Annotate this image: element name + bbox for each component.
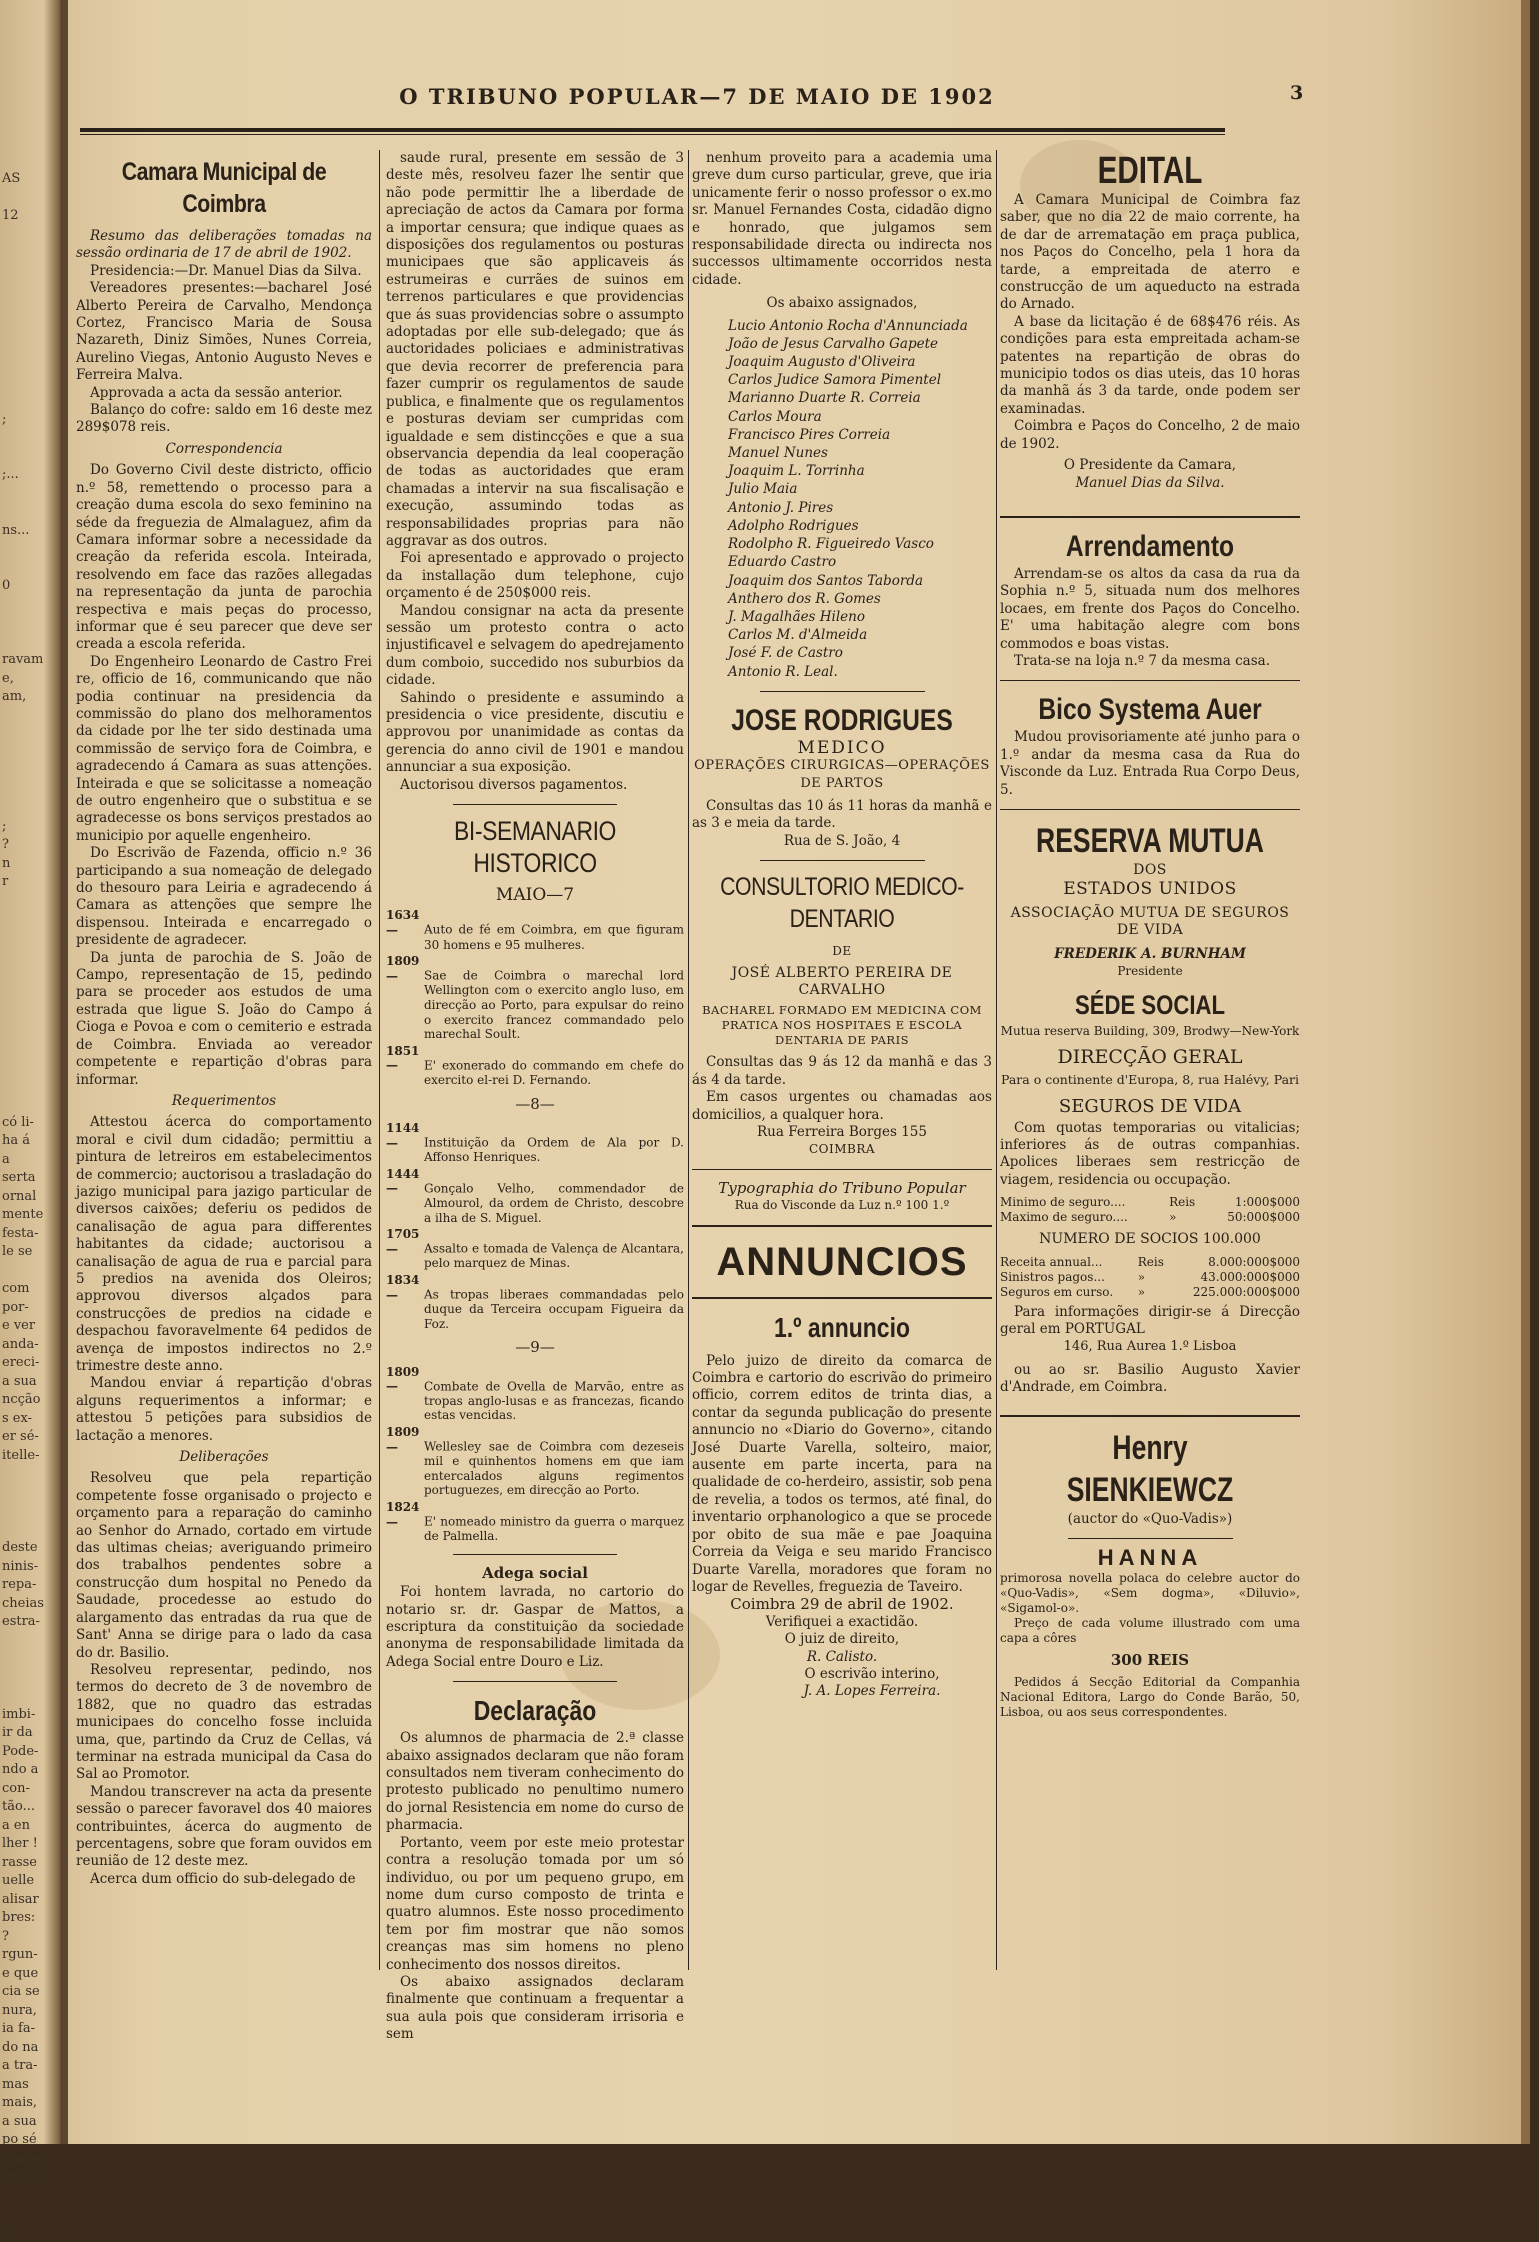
signer-name: Antonio J. Pires — [728, 499, 834, 516]
hanna-reis: 300 REIS — [1110, 1650, 1190, 1669]
res-eu: ESTADOS UNIDOS — [1063, 879, 1237, 900]
signer-name: Rodolpho R. Figueiredo Vasco — [728, 536, 934, 553]
hist-text: As tropas liberaes commandadas pelo duque da Terceira occupam Figueira da Foz. — [424, 1287, 684, 1331]
hist-text: E' nomeado ministro da guerra o marquez de Palmella. — [424, 1514, 684, 1544]
signer-name: Carlos M. d'Almeida — [728, 627, 868, 644]
limits-table — [1000, 1195, 1300, 1225]
paragraph-group — [76, 263, 372, 437]
paragraph-group — [1000, 192, 1300, 453]
hist-text: Gonçalo Velho, commendador de Almourol, da ordem de Christo, descobre a ilha de S. Miguel. — [424, 1181, 684, 1225]
separator — [453, 1681, 617, 1682]
separator — [760, 860, 925, 861]
paragraph: Foi apresentado e approvado o projecto da installação dum telephone, cujo orçamento é de 250$000 reis. — [386, 550, 684, 602]
paragraph: Presidencia:—Dr. Manuel Dias da Silva. — [90, 262, 362, 279]
signer-name: Joaquim Augusto d'Oliveira — [728, 354, 916, 371]
hist-entry — [386, 1044, 684, 1088]
hanna-title: HANNA — [1097, 1545, 1203, 1571]
bico-text: Mudou provisoriamente até junho para o 1.º andar da mesma casa da Rua do Visconde da Luz. Entrada Rua Corpo Deus, 5. — [1000, 729, 1300, 798]
cons-name: JOSÉ ALBERTO PEREIRA DE CARVALHO — [731, 964, 953, 998]
annuncio-verif: Verifiquei a exactidão. — [765, 1613, 919, 1630]
separator — [1000, 809, 1300, 810]
sede-title: SÉDE SOCIAL — [1074, 990, 1226, 1021]
jr-role: MEDICO — [797, 737, 887, 758]
table-cell: 225.000:000$000 — [1192, 1284, 1300, 1299]
paragraph: Resolveu representar, pedindo, nos termos do decreto de 3 de novembro de 1882, que no quadro das estradas municipaes do concelho fosse incluida uma, que, partindo da Cruz de Cellas, vá terminar na estrada municipal da Casa do Sal ao Promotor. — [76, 1661, 372, 1783]
paragraph-group — [386, 150, 684, 794]
paragraph: Mandou consignar na acta da presente sessão um protesto contra o acto injustificavel e selvagem do apedrejamento dum comboio, succedido nos suburbios da cidade. — [386, 602, 684, 689]
adega-title: Adega social — [482, 1563, 588, 1582]
signer-name: Manuel Nunes — [728, 445, 828, 462]
hist-subtitle: MAIO—7 — [495, 885, 575, 906]
cons-title: CONSULTORIO MEDICO-DENTARIO — [720, 873, 964, 934]
hist-year: 1824— — [386, 1500, 420, 1529]
res-person: FREDERIK A. BURNHAM — [1054, 945, 1246, 962]
hist-year: 1851— — [386, 1043, 420, 1073]
signer-name: Antonio R. Leal. — [728, 663, 838, 680]
table-row — [1000, 1285, 1300, 1300]
annuncio-juiz-name: R. Calisto. — [806, 1648, 878, 1665]
sede-addr: Mutua reserva Building, 309, Brodwy—New-York — [1000, 1024, 1300, 1039]
table-cell: Sinistros pagos... — [1000, 1269, 1105, 1284]
paragraph: Coimbra e Paços do Concelho, 2 de maio de 1902. — [1000, 418, 1300, 452]
signer-name: Joaquim L. Torrinha — [728, 463, 865, 480]
section-heading: Correspondencia — [165, 440, 283, 457]
spine-text: AS 12 ; ;... ns... 0 ravam e, am, ; ? n r có li- ha á a serta ornal mente festa- le se com por- e ver anda- ereci- a sua ncção s ex- er sé- itelle- deste ninis- repa- cheias estra- imbi- ir da Pode- ndo a con- tão... a en lher ! rasse uelle alisar bres: ? rgun- e que cia se nura, ia fa- do na a tra- mas mais, a sua po sé anapé em o ). — [2, 171, 44, 2240]
cons-hours: Consultas das 9 ás 12 da manhã e das 3 ás 4 da tarde. — [692, 1054, 992, 1088]
hist-year: 1809— — [386, 1364, 420, 1394]
column-2 — [386, 150, 684, 2044]
signer-name: Anthero dos R. Gomes — [728, 590, 881, 607]
hist-entry — [386, 1227, 684, 1271]
paragraph: Sahindo o presidente e assumindo a presidencia o vice presidente, discutiu e approvou por unanimidade as contas da gerencia do anno civil de 1901 e mandou annunciar a sua exposição. — [386, 689, 684, 776]
summary-line: Resumo das deliberações tomadas na sessão ordinaria de 17 de abril de 1902. — [76, 228, 372, 262]
top-rule — [80, 128, 1225, 132]
paragraph: Mandou enviar á repartição d'obras alguns requerimentos a informar; e attestou 5 petições para subsidios de lactação a menores. — [76, 1375, 372, 1444]
separator — [453, 804, 617, 805]
signer-name: Eduardo Castro — [728, 554, 837, 571]
spine-prev-page — [0, 0, 62, 2240]
hist-entry — [386, 1500, 684, 1544]
table-cell: Maximo de seguro.... — [1000, 1210, 1128, 1225]
paragraph: Resolveu que pela repartição competente fosse organisado o projecto e orçamento para a reparação do caminho ao Senhor do Arnado, cortado em virtude das ultimas cheias; averiguando primeiro dos trabalhos pendentes sobre a construcção dum hospital no Penedo da Saudade, procedesse ao estudo do alargamento das entradas da rua que de Sant' Anna se dirige para o lado da casa do dr. Basilio. — [76, 1470, 372, 1661]
table-cell: 8.000:000$000 — [1208, 1254, 1300, 1269]
table-cell: 43.000:000$000 — [1200, 1269, 1300, 1284]
hist-entry — [386, 1425, 684, 1498]
page-number: 3 — [1290, 82, 1304, 104]
jr-ops: OPERAÇÕES CIRURGICAS—OPERAÇÕES DE PARTOS — [694, 758, 990, 791]
paragraph: Os alumnos de pharmacia de 2.ª classe abaixo assignados declaram que não foram consultados nem tiveram conhecimento do protesto publicado no penultimo numero do jornal Resistencia em nome do curso de pharmacia. — [386, 1730, 684, 1834]
hist-text: Auto de fé em Coimbra, em que figuram 30 homens e 95 mulheres. — [424, 923, 684, 952]
hist-year: 1834— — [386, 1272, 420, 1302]
top-rule-thin — [80, 134, 1225, 135]
adega-text: Foi hontem lavrada, no cartorio do notario sr. dr. Gaspar de Mattos, a escriptura da constituição da sociedade anonyma de responsabilidade limitada da Adega Social entre Douro e Liz. — [386, 1584, 684, 1670]
hist-text: Wellesley sae de Coimbra com dezeseis mil e quinhentos homens em que iam entercalados alguns regimentos portuguezes, em direcção ao Porto. — [424, 1439, 684, 1498]
paragraph: Balanço do cofre: saldo em 16 deste mez 289$078 reis. — [76, 402, 372, 436]
cons-cred: BACHAREL FORMADO EM MEDICINA COM PRATICA NOS HOSPITAES E ESCOLA DENTARIA DE PARIS — [702, 1003, 982, 1048]
paragraph: Os abaixo assignados declaram finalmente que continuam a frequentar a sua aula pois que consideram irrisoria e sem — [386, 1973, 684, 2043]
jr-addr: Rua de S. João, 4 — [783, 832, 901, 849]
paragraph-group — [692, 150, 992, 289]
signer-name: Joaquim dos Santos Taborda — [728, 572, 924, 589]
cons-addr: Rua Ferreira Borges 155 — [757, 1124, 927, 1140]
hist-entry — [386, 1167, 684, 1225]
res-dos: DOS — [1133, 861, 1167, 878]
paragraph: A Camara Municipal de Coimbra faz saber, que no dia 22 de maio corrente, ha de dar de arrematação em praça publica, nos Paços do Concelho, pela 1 hora da tarde, a empreitada de aterro e construcção de um aqueducto na estrada do Arnado. — [1000, 192, 1300, 313]
paragraph: nenhum proveito para a academia uma greve dum curso particular, greve, que iria unicamente ferir o nosso professor o ex.mo sr. Manuel Fernandes Costa, cidadão digno e honrado, que julgamos sem responsabilidade directa ou indirecta nos successos ultimamente occorridos nesta cidade. — [692, 150, 992, 288]
hist-year: 1144— — [386, 1120, 420, 1150]
signers-list — [692, 317, 992, 681]
signer-name: Carlos Moura — [728, 408, 822, 425]
table-cell: » — [1169, 1210, 1177, 1225]
hanna-orders: Pedidos á Secção Editorial da Companhia Nacional Editora, Largo do Conde Barão, 50, Lisboa, ou aos seus correspondentes. — [1000, 1674, 1300, 1719]
hanna-price: Preço de cada volume illustrado com uma capa a côres — [1000, 1615, 1300, 1645]
jr-name: JOSE RODRIGUES — [731, 703, 953, 737]
separator — [760, 691, 925, 692]
hist-day-8: —8— — [515, 1094, 555, 1113]
res-title: RESERVA MUTUA — [1036, 821, 1264, 860]
paragraph-group — [386, 1730, 684, 2043]
column-rule — [996, 150, 997, 1970]
hist-entry — [386, 1365, 684, 1423]
signer-name: Julio Maia — [728, 481, 798, 498]
separator — [1068, 1538, 1233, 1539]
paragraph: Do Escrivão de Fazenda, officio n.º 36 participando a sua nomeação de delegado do thesouro para Leiria e agradecendo á Camara as attenções que sempre lhe dispensou. Inteirada e encarregado o presidente de agradecer. — [76, 845, 372, 949]
paragraph-group — [76, 462, 372, 1089]
signer-name: Marianno Duarte R. Correia — [728, 390, 921, 407]
table-cell: Receita annual... — [1000, 1254, 1103, 1269]
table-row — [1000, 1210, 1300, 1225]
edital-name: Manuel Dias da Silva. — [1075, 474, 1225, 491]
hist-day-9: —9— — [515, 1338, 555, 1357]
arr-title: Arrendamento — [1065, 529, 1235, 563]
separator — [1000, 516, 1300, 518]
article-title-camara: Camara Municipal de Coimbra — [121, 158, 327, 218]
section-heading: Deliberações — [179, 1449, 269, 1466]
arr-trata: Trata-se na loja n.º 7 da mesma casa. — [1014, 652, 1270, 669]
separator — [1000, 680, 1300, 681]
column-1 — [76, 150, 372, 1888]
hist-entry — [386, 954, 684, 1042]
annuncio-date: Coimbra 29 de abril de 1902. — [730, 1595, 954, 1614]
signer-name: Francisco Pires Correia — [728, 426, 891, 443]
annuncio-text: Pelo juizo de direito da comarca de Coimbra e cartorio do escrivão do primeiro officio, correm editos de trinta dias, a contar da segunda publicação do presente annuncio no «Diario do Governo», citando José Duarte Varella, solteiro, maior, ausente em parte incerta, para na qualidade de co-herdeiro, assistir, sob pena de revelia, a todos os termos, até final, do inventario orphanologico a que se procede por obito de sua mãe e pae Joaquina Correia da Veiga e seu marido Francisco Duarte Varella, moradores que foram no logar de Revelles, freguezia de Taveiro. — [692, 1352, 992, 1595]
info-ou: ou ao sr. Basilio Augusto Xavier d'Andrade, em Coimbra. — [1000, 1361, 1300, 1396]
paragraph: saude rural, presente em sessão de 3 deste mês, resolveu fazer lhe sentir que não pode permittir lhe a liberdade de apreciação de actos da Camara por forma a importar censura; que indique quaes as disposições dos regulamentos ou posturas municipaes que são applicaveis ás estrumeiras e currães de suinos em terrenos particulares e que providencias que ás suas providencias sobre o assumpto adoptadas por elle sub-delegado; que ás auctoridades policiaes e administrativas que devia recorrer de preferencia para fazer cumprir os regulamentos de saude publica, e finalmente que os regulamentos e posturas deviam ser cumpridas com igualdade e sem distincções e que a sua observancia dependia da leal cooperação de todas as auctoridades que eram chamadas a intervir na sua fiscalisação e execução, assumindo todas as responsabilidades proprias para não aggravar as dos outros. — [386, 150, 684, 549]
cons-urgent: Em casos urgentes ou chamadas aos domicilios, a qualquer hora. — [692, 1089, 992, 1123]
annuncio-subtitle: 1.º annuncio — [774, 1311, 910, 1343]
seg-title: SEGUROS DE VIDA — [1058, 1096, 1242, 1118]
signers-intro: Os abaixo assignados, — [766, 295, 918, 312]
table-cell: Reis — [1137, 1254, 1164, 1269]
table-cell: 1:000$000 — [1234, 1195, 1300, 1210]
hist-year: 1705— — [386, 1227, 420, 1256]
page-gutter — [62, 0, 68, 2144]
signer-name: Lucio Antonio Rocha d'Annunciada — [728, 317, 968, 334]
column-rule — [688, 150, 689, 1970]
table-cell: » — [1137, 1269, 1146, 1284]
hist-text: Sae de Coimbra o marechal lord Wellington com o exercito anglo luso, em direcção ao Porto, para expulsar do reino o exercito francez commandado pelo marechal Soult. — [424, 968, 684, 1042]
paragraph: Attestou ácerca do comportamento moral e civil dum cidadão; permittiu a pintura de letreiros em estabelecimentos de commercio; auctorisou a trasladação do jazigo municipal para jazigo particular de diversos caixões; deferiu os pedidos de canalisação de agua para differentes habitantes da cidade; auctorisou a canalisação de agua de rua e parcial para 5 predios na avenida dos Oleiros; approvou diversos alçados para construcções de predios na cidade e despachou favoravelmente 64 pedidos de avença de impostos indirectos no 2.º trimestre deste anno. — [76, 1114, 372, 1374]
paragraph-group — [76, 1114, 372, 1445]
hist-text: Assalto e tomada de Valença de Alcantara, pelo marquez de Minas. — [424, 1241, 684, 1271]
hist-text: Combate de Ovella de Marvão, entre as tropas anglo-lusas e as francezas, ficando estas vencidas. — [424, 1379, 684, 1423]
res-assoc: ASSOCIAÇÃO MUTUA DE SEGUROS DE VIDA — [1010, 904, 1290, 939]
hist-title: BI-SEMANARIO HISTORICO — [454, 816, 616, 879]
res-pres: Presidente — [1117, 964, 1183, 978]
henry-sub: (auctor do «Quo-Vadis») — [1067, 1510, 1233, 1527]
edital-pres: O Presidente da Camara, — [1063, 457, 1237, 474]
table-cell: 50:000$000 — [1227, 1210, 1300, 1225]
paragraph: Vereadores presentes:—bacharel José Alberto Pereira de Carvalho, Mendonça Cortez, Francisco Maria de Sousa Nazareth, Diniz Simões, Nunes Correia, Aurelino Viegas, Antonio Augusto Neves e Ferreira Malva. — [76, 280, 372, 384]
typo-addr: Rua do Visconde da Luz n.º 100 1.º — [734, 1198, 950, 1213]
separator — [692, 1169, 992, 1170]
table-row — [1000, 1195, 1300, 1210]
section-heading: Requerimentos — [171, 1092, 277, 1109]
paragraph-group — [76, 1470, 372, 1888]
hist-list — [386, 1121, 684, 1331]
signer-name: J. Magalhães Hileno — [728, 608, 865, 625]
hist-text: Instituição da Ordem de Ala por D. Affonso Henriques. — [424, 1135, 684, 1165]
separator — [453, 1554, 617, 1555]
paragraph: A base da licitação é de 68$476 réis. As condições para esta empreitada acham-se patentes na repartição de obras do municipio todos os dias uteis, das 10 horas da manhã ás 3 da tarde, onde podem ser examinadas. — [1000, 313, 1300, 417]
edital-title: EDITAL — [1097, 150, 1203, 192]
hist-list — [386, 908, 684, 1087]
decl-title: Declaração — [473, 1695, 597, 1727]
bico-title: Bico Systema Auer — [1038, 693, 1262, 727]
hist-year: 1809— — [386, 954, 420, 983]
signer-name: Adolpho Rodrigues — [728, 517, 859, 534]
paragraph: Approvada a acta da sessão anterior. — [90, 384, 343, 401]
separator — [1000, 1415, 1300, 1417]
annuncios-title: ANNUNCIOS — [716, 1239, 968, 1284]
paragraph: Mandou transcrever na acta da presente sessão o parecer favoravel dos 40 maiores contribuintes, ácerca do augmento de percentagens, sobre que foram ouvidos em reunião de 12 deste mez. — [76, 1783, 372, 1870]
typo-title: Typographia do Tribuno Popular — [718, 1178, 966, 1197]
signer-name: Carlos Judice Samora Pimentel — [728, 372, 942, 389]
info-text: Para informações dirigir-se á Direcção geral em PORTUGAL — [1000, 1303, 1300, 1338]
hist-year: 1634— — [386, 908, 420, 938]
annuncio-escr: O escrivão interino, — [804, 1665, 940, 1682]
paragraph: Do Governo Civil deste districto, officio n.º 58, remettendo o processo para a creação duma escola do sexo feminino na séde da freguezia de Almalaguez, afim da Camara informar sobre a necessidade da creação da referida escola. Inteirada, resolvendo em face das razões allegadas na representação da junta de parochia respectiva e mais peças do processo, informar que é seu parecer que deve ser creada a escola referida. — [76, 462, 372, 653]
paragraph: Do Engenheiro Leonardo de Castro Frei re, officio de 16, communicando que não podia continuar na presidencia da commissão do plano dos melhoramentos da cidade por lhe ter sido destinada uma commissão de serviço fora de Coimbra, e agradecendo á Camara as suas attenções. Inteirada e que se solicitasse a nomeação de outro engenheiro que o substitua e se agradecesse os bons serviços prestados ao municipio por aquelle engenheiro. — [76, 653, 372, 844]
annuncio-escr-name: J. A. Lopes Ferreira. — [803, 1683, 941, 1700]
table-row — [1000, 1270, 1300, 1285]
dir-title: DIRECÇÃO GERAL — [1057, 1046, 1243, 1069]
dir-addr: Para o continente d'Europa, 8, rua Halévy, Pari — [1001, 1071, 1299, 1087]
hist-entry — [386, 1273, 684, 1331]
column-rule — [379, 150, 380, 1970]
table-cell: Minimo de seguro.... — [1000, 1195, 1126, 1210]
signer-name: João de Jesus Carvalho Gapete — [728, 335, 938, 352]
hist-year: 1809— — [386, 1425, 420, 1454]
masthead: O TRIBUNO POPULAR—7 DE MAIO DE 1902 — [399, 84, 995, 109]
table-row — [1000, 1255, 1300, 1270]
paragraph: Da junta de parochia de S. João de Campo, representação de 15, pedindo para se proceder aos estudos de uma estrada que ligue S. João do Campo á Cioga e Povoa e com o cemiterio e estrada de Coimbra. Enviada ao vereador competente e repartição d'obras para informar. — [76, 949, 372, 1088]
separator — [692, 1225, 992, 1227]
jr-hours: Consultas das 10 ás 11 horas da manhã e as 3 e meia da tarde. — [692, 797, 992, 832]
table-cell: Seguros em curso. — [1000, 1284, 1114, 1299]
table-cell: » — [1137, 1284, 1146, 1299]
hist-entry — [386, 908, 684, 952]
column-3 — [692, 150, 992, 1701]
socios: NUMERO DE SOCIOS 100.000 — [1039, 1231, 1261, 1248]
annuncio-juiz: O juiz de direito, — [784, 1631, 900, 1648]
henry-title: Henry SIENKIEWCZ — [1066, 1428, 1234, 1509]
hanna-text: primorosa novella polaca do celebre auctor do «Quo-Vadis», «Sem dogma», «Diluvio», «Sigamol-o». — [1000, 1570, 1300, 1615]
hist-text: E' exonerado do commando em chefe do exercito el-rei D. Fernando. — [424, 1058, 684, 1087]
cons-city: COIMBRA — [808, 1142, 876, 1157]
info-addr: 146, Rua Aurea 1.º Lisboa — [1063, 1339, 1237, 1355]
paragraph: Auctorisou diversos pagamentos. — [400, 776, 628, 793]
signer-name: José F. de Castro — [728, 645, 843, 662]
paragraph: Acerca dum officio do sub-delegado de — [90, 1870, 356, 1887]
cons-de: DE — [832, 944, 852, 959]
hist-list — [386, 1365, 684, 1544]
seg-text: Com quotas temporarias ou vitalicias; inferiores ás de outras companhias. Apolices liberaes sem restricção de viagem, residencia ou occupação. — [1000, 1119, 1300, 1188]
paragraph: Portanto, veem por este meio protestar contra a resolução tomada por um só individuo, ou por um pequeno grupo, em nome dum curso composto de trinta e quatro alumnos. Este nosso procedimento tem por fim mostrar que não somos creanças mas sim homens no pleno conhecimento dos nossos direitos. — [386, 1834, 684, 1973]
table-cell: Reis — [1169, 1195, 1196, 1210]
hist-year: 1444— — [386, 1166, 420, 1196]
arr-text: Arrendam-se os altos da casa da rua da Sophia n.º 5, situada num dos melhores locaes, em frente dos Paços do Concelho. E' uma habitação alegre com bons commodos e boas vistas. — [1000, 565, 1300, 652]
separator — [692, 1297, 992, 1299]
hist-entry — [386, 1121, 684, 1165]
stats-table — [1000, 1255, 1300, 1300]
column-4 — [1000, 150, 1300, 1720]
